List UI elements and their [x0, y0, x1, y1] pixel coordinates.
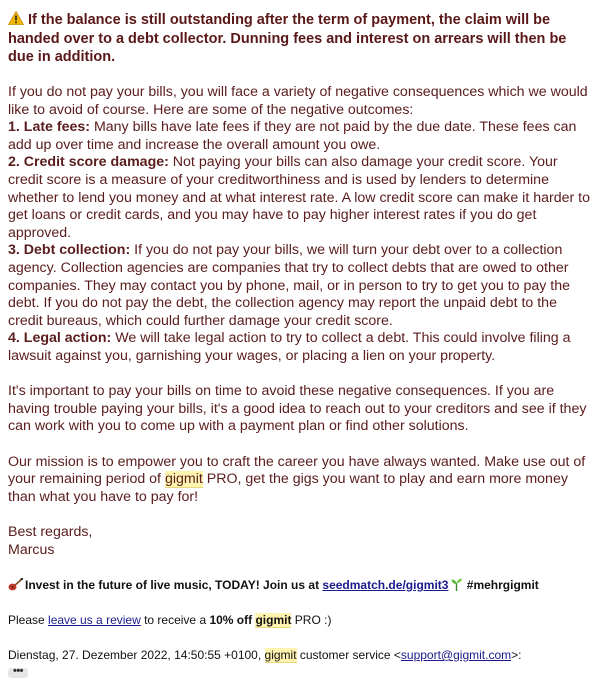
review-brand-highlight: gigmit — [255, 613, 292, 627]
show-trimmed-content-button[interactable]: ••• — [8, 668, 28, 678]
invest-link[interactable]: seedmatch.de/gigmit3 — [322, 578, 449, 592]
quoted-brand-highlight: gigmit — [264, 648, 297, 662]
review-text-mid: to receive a — [140, 613, 210, 627]
sprout-icon — [450, 578, 463, 591]
advice-paragraph: It's important to pay your bills on time to avoid these negative consequences. If you are having trouble paying your bills, it's a good idea to reach out to your creditors and see if they can work with you to come up with a payment plan or find other solutions. — [8, 383, 587, 435]
review-text: Please — [8, 613, 49, 627]
outcome-label-legal-action: 4. Legal action: — [8, 330, 112, 347]
mission-text: Our mission is to empower you to craft the career you have always wanted. Make use out of your remaining period of — [8, 453, 586, 488]
quoted-date: Dienstag, 27. Dezember 2022, 14:50:55 +0100, — [8, 648, 265, 662]
brand-highlight: gigmit — [164, 471, 203, 488]
signoff-name: Marcus — [8, 541, 55, 558]
mission-text-end: PRO, get the gigs you want to play and earn more money than what you have to pay for! — [8, 471, 568, 505]
warning-icon — [8, 11, 24, 25]
warning-text: If the balance is still outstanding after the term of payment, the claim will be handed over to a debt collector. Dunning fees and interest on arrears will then be due in addition. — [8, 12, 567, 65]
quoted-end: >: — [511, 648, 522, 662]
outcome-text-late-fees: Many bills have late fees if they are not paid by the due date. These fees can add up over time and increase the overall amount you owe. — [8, 119, 577, 153]
invest-text: Invest in the future of live music, TODAY! Join us at — [25, 578, 323, 592]
mission-paragraph — [8, 454, 592, 507]
invest-hashtag: #mehrgigmit — [463, 578, 539, 592]
outcome-text-credit-score: Not paying your bills can also damage your credit score. Your credit score is a measure of your creditworthiness and is used by lenders to determine whether to lend you money and at what interest rate. A low credit score can make it harder to get loans or credit cards, and you may have to pay higher interest rates if you do get approved. — [8, 154, 590, 241]
outcome-text-legal-action: We will take legal action to try to collect a debt. This could involve filing a lawsuit against you, garnishing your wages, or placing a lien on your property. — [8, 330, 571, 364]
outcome-label-late-fees: 1. Late fees: — [8, 119, 91, 136]
intro-text: If you do not pay your bills, you will face a variety of negative consequences which we would like to avoid of course. Here are some of the negative outcomes: — [8, 84, 588, 118]
review-text-end: PRO :) — [291, 613, 332, 627]
email-body — [8, 11, 592, 677]
signoff — [8, 524, 592, 559]
review-line — [8, 613, 331, 628]
support-email-link[interactable]: support@gigmit.com — [400, 648, 512, 662]
warning-notice — [8, 11, 592, 67]
guitar-icon — [8, 578, 23, 591]
review-link[interactable]: leave us a review — [48, 613, 141, 627]
outcome-label-credit-score: 2. Credit score damage: — [8, 154, 169, 171]
intro-paragraph — [8, 84, 592, 366]
review-discount: 10% off — [209, 613, 256, 627]
invest-line — [8, 578, 539, 593]
signoff-greeting: Best regards, — [8, 523, 93, 540]
quoted-header — [8, 648, 521, 663]
outcome-text-debt-collection: If you do not pay your bills, we will turn your debt over to a collection agency. Collection agencies are companies that try to collect debts that are owed to other companies. They may contact you by phone, mail, or in person to try to get you to pay the debt. If you do not pay the debt, the collection agency may report the unpaid debt to the credit bureaus, which could further damage your credit score. — [8, 242, 571, 329]
outcome-label-debt-collection: 3. Debt collection: — [8, 242, 131, 259]
quoted-sender: customer service < — [296, 648, 401, 662]
